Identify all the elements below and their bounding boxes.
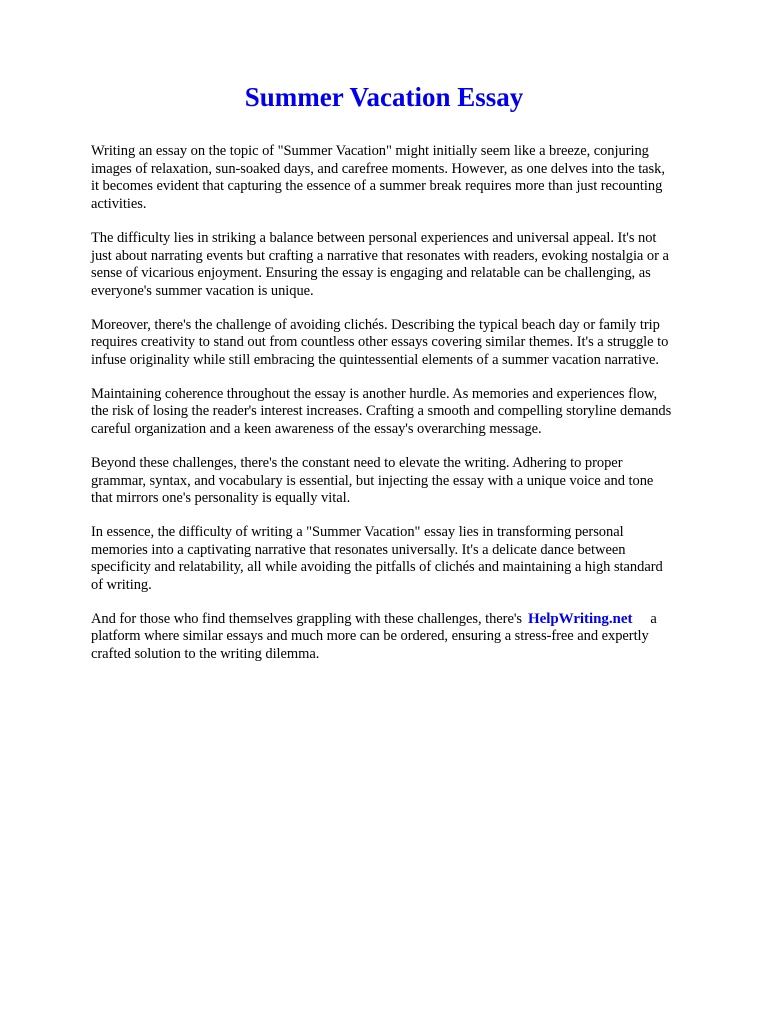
paragraph-6 (91, 524, 721, 595)
text-line: memories into a captivating narrative that resonates universally. It's a delicate dance between (91, 541, 626, 558)
text-line: platform where similar essays and much more can be ordered, ensuring a stress-free and expertly (91, 628, 649, 645)
text-line: In essence, the difficulty of writing a "Summer Vacation" essay lies in transforming personal (91, 523, 624, 540)
text-line: requires creativity to stand out from countless other essays covering similar themes. It's a struggle to (91, 334, 669, 351)
text-line: it becomes evident that capturing the essence of a summer break requires more than just recounting (91, 178, 663, 195)
text-line: specificity and relatability, all while avoiding the pitfalls of clichés and maintaining a high standard (91, 559, 663, 576)
text-line: of writing. (91, 577, 152, 594)
closing-text-after-link: a (650, 610, 657, 627)
text-line: careful organization and a keen awareness of the essay's overarching message. (91, 421, 542, 438)
text-line: images of relaxation, sun-soaked days, and carefree moments. However, as one delves into the task, (91, 160, 665, 177)
text-line: sense of vicarious enjoyment. Ensuring the essay is engaging and relatable can be challenging, as (91, 265, 651, 282)
text-line: Moreover, there's the challenge of avoiding clichés. Describing the typical beach day or family trip (91, 316, 660, 333)
text-line: everyone's summer vacation is unique. (91, 282, 314, 299)
helpwriting-link[interactable]: HelpWriting.net (528, 610, 633, 627)
text-line: that mirrors one's personality is equally vital. (91, 490, 351, 507)
text-line: The difficulty lies in striking a balance between personal experiences and universal appeal. It's not (91, 229, 657, 246)
text-line: grammar, syntax, and vocabulary is essential, but injecting the essay with a unique voice and tone (91, 472, 654, 489)
text-line: Writing an essay on the topic of "Summer Vacation" might initially seem like a breeze, conjuring (91, 143, 649, 159)
paragraph-3 (91, 317, 721, 370)
text-line (91, 611, 721, 629)
text-line: infuse originality while still embracing the quintessential elements of a summer vacation narrative. (91, 352, 659, 369)
page-title: Summer Vacation Essay (244, 82, 524, 112)
text-line: Maintaining coherence throughout the essay is another hurdle. As memories and experiences flow, (91, 385, 658, 402)
text-line: Beyond these challenges, there's the constant need to elevate the writing. Adhering to proper (91, 454, 623, 471)
text-line: the risk of losing the reader's interest increases. Crafting a smooth and compelling storyline demands (91, 403, 672, 420)
closing-paragraph (91, 611, 721, 664)
closing-text-before-link: And for those who find themselves grappling with these challenges, there's (91, 610, 522, 627)
text-line: activities. (91, 196, 147, 213)
paragraph-1 (91, 143, 721, 214)
paragraph-5 (91, 455, 721, 508)
text-line: crafted solution to the writing dilemma. (91, 646, 320, 663)
paragraph-4 (91, 386, 721, 439)
text-line: just about narrating events but crafting a narrative that resonates with readers, evoking nostalgia or a (91, 247, 669, 264)
paragraph-2 (91, 230, 721, 301)
essay-body (91, 143, 721, 680)
